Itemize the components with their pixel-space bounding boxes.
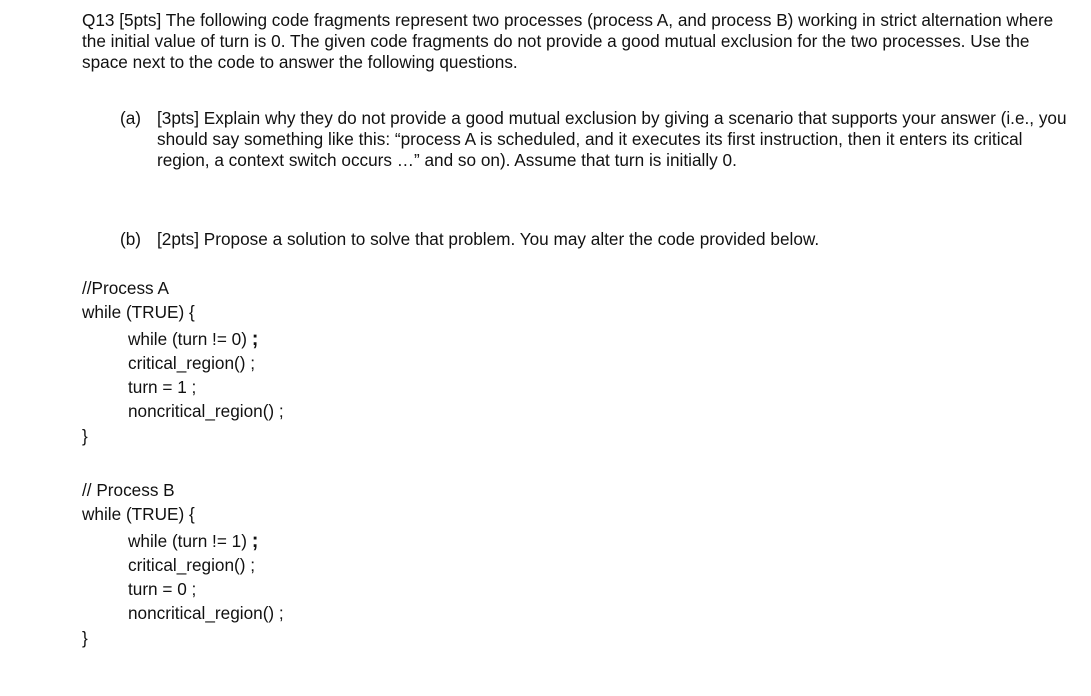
process-a-wait-line <box>82 327 284 351</box>
process-b-wait-line <box>82 529 284 553</box>
process-b-noncritical-line: noncritical_region() ; <box>128 603 284 624</box>
process-b-critical-line: critical_region() ; <box>128 554 256 575</box>
process-b-loop-open: while (TRUE) { <box>82 504 195 525</box>
part-a-marker: (a) <box>120 108 142 128</box>
process-a-wait-condition: while (turn != 0) <box>128 328 252 349</box>
part-b-text: [2pts] Propose a solution to solve that problem. You may alter the code provided below. <box>157 229 820 249</box>
process-b-comment: // Process B <box>82 480 175 500</box>
process-a-loop-open: while (TRUE) { <box>82 302 195 323</box>
process-b-assign-line: turn = 0 ; <box>128 579 197 600</box>
part-a-text: [3pts] Explain why they do not provide a good mutual exclusion by giving a scenario that supports your answer (i.e., you should say something like this: “process A is scheduled, and it executes its first instruction, then it enters its critical region, a context switch occurs …” and so on). Assume that turn is initially 0. <box>157 108 1067 170</box>
process-b-wait-semicolon: ; <box>251 529 259 552</box>
process-a-critical-line: critical_region() ; <box>128 352 256 373</box>
process-b-code <box>82 478 284 650</box>
process-a-noncritical-line: noncritical_region() ; <box>128 401 284 422</box>
process-a-comment: //Process A <box>82 278 169 298</box>
process-b-wait-condition: while (turn != 1) <box>128 530 252 551</box>
process-a-assign-line: turn = 1 ; <box>128 377 197 398</box>
process-a-wait-semicolon: ; <box>251 327 259 350</box>
question-prompt: Q13 [5pts] The following code fragments represent two processes (process A, and process B) working in strict alternation where the initial value of turn is 0. The given code fragments do not provide a good mutual exclusion for the two processes. Use the space next to the code to answer the following questions. <box>82 10 1054 72</box>
process-a-code <box>82 276 284 448</box>
process-a-close-brace: } <box>82 425 88 446</box>
process-b-close-brace: } <box>82 627 88 648</box>
part-b-marker: (b) <box>120 229 142 249</box>
